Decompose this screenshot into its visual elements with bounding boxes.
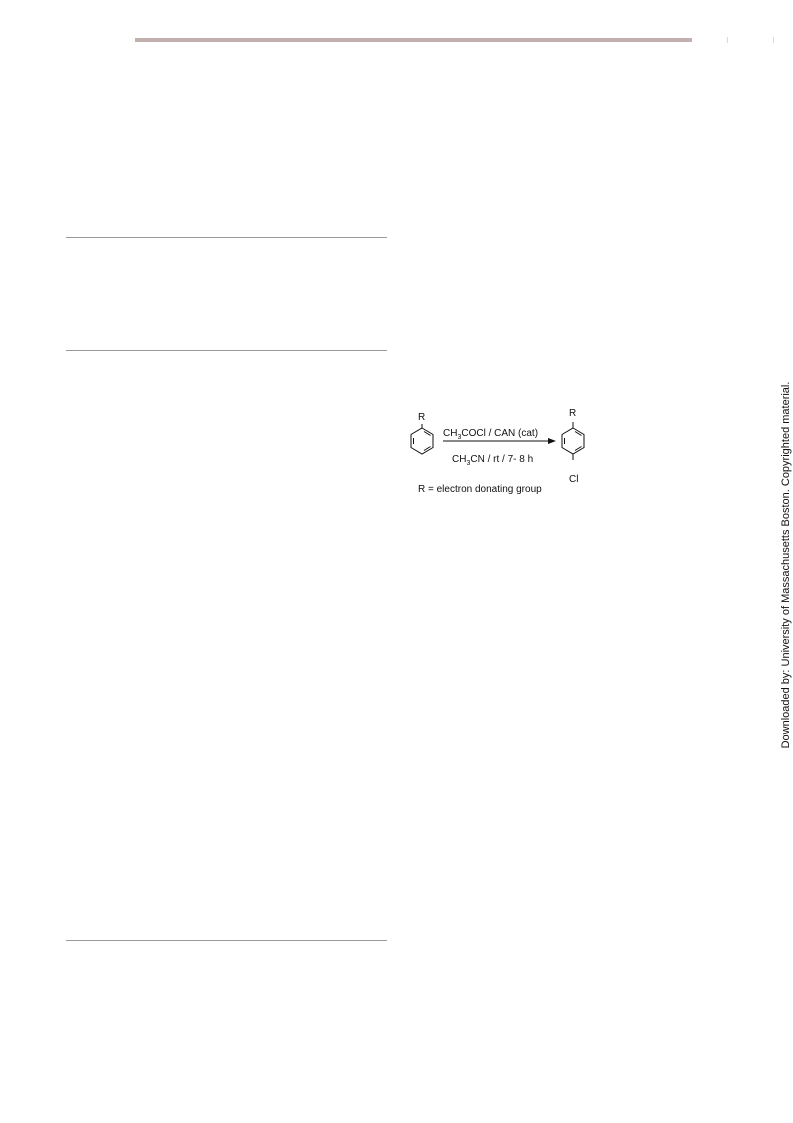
corner-mark <box>773 37 774 43</box>
product-substituent-bottom-label: Cl <box>569 474 579 485</box>
section-rule <box>66 237 387 238</box>
scheme-caption: R = electron donating group <box>418 484 542 495</box>
product-benzene-ring <box>562 422 584 460</box>
reagent-bottom-label: $CH_3CN$ / rt / 7- 8 h <box>452 454 534 467</box>
reaction-scheme <box>400 400 620 510</box>
reactant-substituent-label: R <box>418 412 426 423</box>
reactant-benzene-ring <box>411 424 433 454</box>
download-watermark: Downloaded by: University of Massachusetts Boston. Copyrighted material. <box>780 381 792 749</box>
section-rule <box>66 940 387 941</box>
product-substituent-top-label: R <box>569 408 577 419</box>
reagent-top-label: $CH_3COCl$ / CAN (cat) <box>443 428 539 441</box>
section-rule <box>66 350 387 351</box>
corner-mark <box>727 37 728 43</box>
header-bar <box>135 38 692 42</box>
